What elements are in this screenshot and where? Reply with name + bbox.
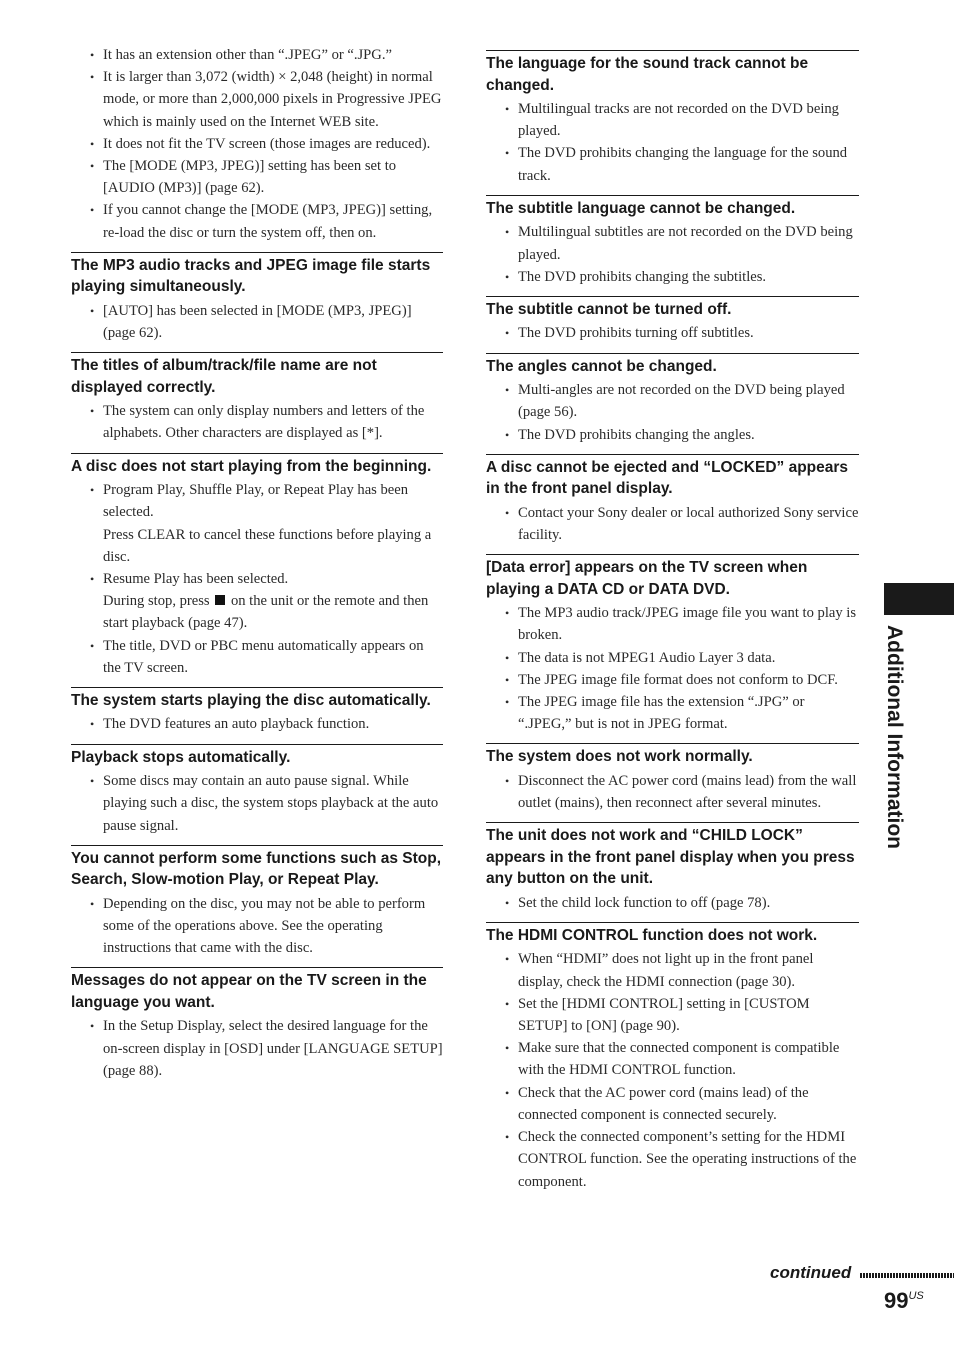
list-item: • Make sure that the connected component is compatible with the HDMI CONTROL function.	[486, 1037, 859, 1081]
section-angles	[486, 353, 859, 446]
list-item: • It is larger than 3,072 (width) × 2,048 (height) in normal mode, or more than 2,000,000 pixels in Progressive JPEG which is mainly used on the Internet WEB site.	[71, 66, 443, 133]
list-item: • The DVD prohibits changing the language for the sound track.	[486, 142, 859, 186]
list-item: • Check the connected component’s setting for the HDMI CONTROL function. See the operating instructions of the component.	[486, 1126, 859, 1193]
section-functions-unavailable	[71, 845, 443, 960]
list-item: • Depending on the disc, you may not be able to perform some of the operations above. See the operating instructions that came with the disc.	[71, 893, 443, 960]
list-item: • Contact your Sony dealer or local authorized Sony service facility.	[486, 502, 859, 546]
list-item: • The title, DVD or PBC menu automatically appears on the TV screen.	[71, 635, 443, 679]
section-heading: The language for the sound track cannot be changed.	[486, 55, 809, 94]
section-titles-not-displayed	[71, 352, 443, 444]
item-text: • Resume Play has been selected.	[103, 570, 289, 587]
section-auto-start	[71, 687, 443, 736]
chapter-tab-marker	[884, 583, 954, 615]
section-subtitle-language	[486, 195, 859, 288]
list-item: • The DVD prohibits changing the angles.	[486, 424, 859, 446]
section-heading: You cannot perform some functions such as Stop, Search, Slow-motion Play, or Repeat Play.	[71, 849, 442, 889]
section-heading: The system does not work normally.	[486, 748, 753, 766]
section-heading: Messages do not appear on the TV screen in the language you want.	[71, 972, 427, 1011]
section-disc-not-from-beginning	[71, 453, 443, 679]
list-item: • Set the [HDMI CONTROL] setting in [CUSTOM SETUP] to [ON] (page 90).	[486, 993, 859, 1037]
list-item: • Multi-angles are not recorded on the DVD being played (page 56).	[486, 379, 859, 423]
left-column	[71, 44, 443, 1090]
section-playback-stops	[71, 744, 443, 837]
section-heading: The system starts playing the disc automatically.	[71, 691, 431, 709]
section-child-lock	[486, 822, 859, 914]
item-text: Press CLEAR to cancel these functions before playing a disc.	[103, 526, 432, 565]
list-item: • Set the child lock function to off (page 78).	[486, 892, 859, 914]
list-item	[71, 479, 443, 568]
list-item: • The data is not MPEG1 Audio Layer 3 data.	[486, 647, 859, 669]
list-item: • Multilingual subtitles are not recorded on the DVD being played.	[486, 221, 859, 265]
item-text-part: During stop, press	[103, 593, 210, 610]
section-heading: A disc does not start playing from the beginning.	[71, 457, 432, 475]
list-item: • The [MODE (MP3, JPEG)] setting has been set to [AUDIO (MP3)] (page 62).	[71, 155, 443, 199]
section-data-error	[486, 554, 859, 735]
section-heading: The titles of album/track/file name are not displayed correctly.	[71, 357, 377, 396]
continued-bar	[860, 1273, 954, 1278]
section-system-abnormal	[486, 743, 859, 814]
list-item: • The system can only display numbers and letters of the alphabets. Other characters are displayed as [*].	[71, 400, 443, 444]
page-number	[884, 1288, 924, 1314]
section-heading: [Data error] appears on the TV screen when playing a DATA CD or DATA DVD.	[486, 559, 808, 598]
section-heading: The unit does not work and “CHILD LOCK” appears in the front panel display when you press any button on the unit.	[486, 827, 855, 888]
list-item: • The DVD prohibits changing the subtitles.	[486, 266, 859, 288]
section-soundtrack-language	[486, 50, 859, 187]
page-number-value: 99	[884, 1288, 909, 1313]
section-heading: The MP3 audio tracks and JPEG image file starts playing simultaneously.	[71, 256, 431, 296]
item-text	[103, 590, 443, 634]
list-item: • Some discs may contain an auto pause signal. While playing such a disc, the system stops playback at the auto pause signal.	[71, 770, 443, 837]
list-item: • It does not fit the TV screen (those images are reduced).	[71, 133, 443, 155]
item-text: • Program Play, Shuffle Play, or Repeat Play has been selected.	[103, 482, 409, 521]
list-item: • When “HDMI” does not light up in the front panel display, check the HDMI connection (page 30).	[486, 948, 859, 992]
section-heading: Playback stops automatically.	[71, 748, 291, 766]
list-item: • Check that the AC power cord (mains lead) of the connected component is connected securely.	[486, 1082, 859, 1126]
list-item: • The DVD features an auto playback function.	[71, 713, 443, 735]
section-heading: The HDMI CONTROL function does not work.	[486, 926, 818, 944]
list-item: • In the Setup Display, select the desired language for the on-screen display in [OSD] under [LANGUAGE SETUP] (page 88).	[71, 1015, 443, 1082]
section-hdmi-control	[486, 922, 859, 1193]
section-disc-locked	[486, 454, 859, 546]
section-mp3-jpeg-simultaneous	[71, 252, 443, 344]
list-item: • It has an extension other than “.JPEG” or “.JPG.”	[71, 44, 443, 66]
list-item: • If you cannot change the [MODE (MP3, JPEG)] setting, re-load the disc or turn the system off, then on.	[71, 199, 443, 243]
section-jpeg-conditions	[71, 44, 443, 244]
section-heading: A disc cannot be ejected and “LOCKED” appears in the front panel display.	[486, 458, 849, 498]
continued-label: continued	[770, 1263, 852, 1282]
stop-icon	[215, 595, 225, 605]
section-heading: The subtitle language cannot be changed.	[486, 199, 796, 217]
list-item: • The JPEG image file has the extension “.JPG” or “.JPEG,” but is not in JPEG format.	[486, 691, 859, 735]
item-text-part: on the unit or the remote and then start playback (page 47).	[103, 593, 429, 632]
right-column	[486, 50, 859, 1201]
chapter-label-text: Additional Information	[883, 625, 906, 849]
list-item: • The DVD prohibits turning off subtitles.	[486, 322, 859, 344]
list-item: • [AUTO] has been selected in [MODE (MP3, JPEG)] (page 62).	[71, 300, 443, 344]
section-heading: The subtitle cannot be turned off.	[486, 300, 732, 318]
list-item: • The MP3 audio track/JPEG image file you want to play is broken.	[486, 602, 859, 646]
list-item: • Multilingual tracks are not recorded on the DVD being played.	[486, 98, 859, 142]
section-messages-language	[71, 967, 443, 1082]
list-item	[71, 568, 443, 635]
page-number-suffix: US	[908, 1290, 924, 1302]
chapter-side-label	[883, 625, 928, 849]
section-heading: The angles cannot be changed.	[486, 357, 717, 375]
list-item: • The JPEG image file format does not conform to DCF.	[486, 669, 859, 691]
section-subtitle-off	[486, 296, 859, 345]
list-item: • Disconnect the AC power cord (mains lead) from the wall outlet (mains), then reconnect after several minutes.	[486, 770, 859, 814]
